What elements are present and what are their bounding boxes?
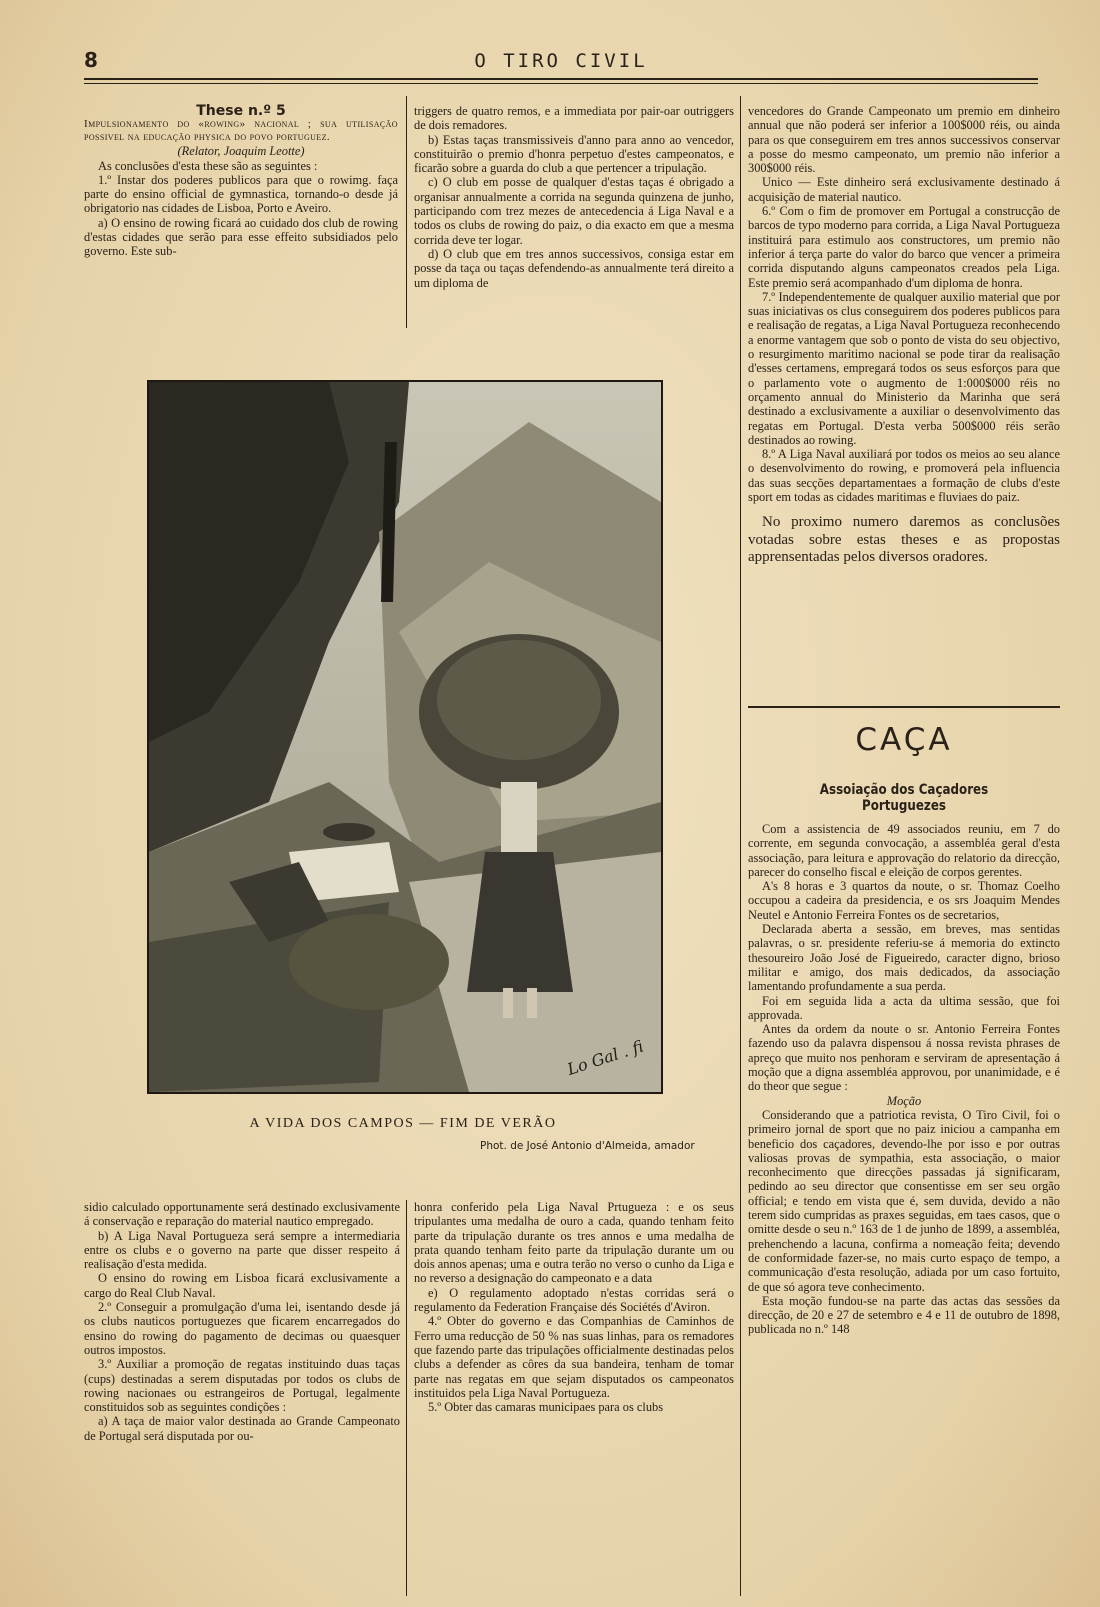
- paragraph: 8.º A Liga Naval auxiliará por todos os meios ao seu alance o desenvolvimento do rowing, e promoverá pela influencia das suas secções departamentaes a formação de clubs d'este sport em todas as cidades maritimas e fluviaes do paiz.: [748, 447, 1060, 505]
- paragraph: 6.º Com o fim de promover em Portugal a construcção de barcos de typo moderno para corrida, a Liga Naval Portugueza instituirá para estimulo aos constructores, um premio não inferior á terça parte do valor do barco que vencer a primeira corrida disputando alguns campeonatos creados pela Liga. Este premio será acompanhado d'um diploma de honra.: [748, 204, 1060, 290]
- paragraph: c) O club em posse de qualquer d'estas taças é obrigado a organisar annualmente a corrida na segunda quinzena de junho, participando com trez mezes de antecedencia á Liga Naval e a todos os clubs de rowing do paiz, o dia exacto em que a mesma corrida deve ter logar.: [414, 175, 734, 247]
- paragraph: 3.º Auxiliar a promoção de regatas instituindo duas taças (cups) destinadas a serem disputadas por todos os clubs de rowing nacionaes ou estrangeiros de Portugal, legalmente constituidos sob as seguintes condições :: [84, 1357, 400, 1415]
- section-heading-caca: CAÇA: [855, 722, 953, 758]
- closing-note: No proximo numero daremos as conclusões votadas sobre estas theses e as propostas apprensentadas pelos diversos oradores.: [748, 514, 1060, 566]
- paragraph: a) A taça de maior valor destinada ao Grande Campeonato de Portugal será disputada por ou-: [84, 1414, 400, 1443]
- column-divider: [406, 96, 407, 328]
- column-2-top: [414, 104, 734, 290]
- paragraph: O ensino do rowing em Lisboa ficará exclusivamente a cargo do Real Club Naval.: [84, 1271, 400, 1300]
- photo-caption: A VIDA DOS CAMPOS — FIM DE VERÃO: [249, 1116, 557, 1131]
- paragraph: Considerando que a patriotica revista, O Tiro Civil, foi o primeiro jornal de sport que no paiz iniciou a campanha em beneficio dos caçadores, devendo-lhe por isso e por outras valiosas provas de sympathia, esta associação, o maior reconhecimento que direcções passadas já significaram, pedindo ao seu director que consentisse em ser seu orgão official; e tendo em vista que é, sem duvida, devido a não terem sido cumpridas as praxes seguidas, em taes casos, que o omitte desde o seu n.º 163 de 1 de junho de 1899, a assembléa, prehenchendo a lacuna, confirma a nomeação feita; devendo de conformidade fazer-se, no mais curto espaço de tempo, a communicação d'esta resolução, adiada por um caso fortuito, de que só agora teve conhecimento.: [748, 1107, 1060, 1294]
- column-divider: [740, 96, 741, 1596]
- paragraph: A's 8 horas e 3 quartos da noute, o sr. Thomaz Coelho occupou a cadeira da presidencia, e os srs Joaquim Mendes Neutel e Antonio Ferreira Fontes os de secretarios,: [748, 879, 1060, 922]
- section-rule: [748, 706, 1060, 708]
- masthead-title: O TIRO CIVIL: [474, 50, 648, 72]
- photo-signature: Lo Gal . fi: [564, 1036, 646, 1079]
- column-divider: [406, 1200, 407, 1596]
- photograph: [147, 380, 663, 1094]
- paragraph: 7.º Independentemente de qualquer auxilio material que por suas iniciativas os clus conseguirem dos poderes publicos para e realisação de regatas, a Liga Naval Portugueza reconhecendo a enorme vantagem que sob o ponto de vista do seu objectivo, o resurgimento maritimo nacional se pode tirar da realisação d'esses certamens, empregará todos os seus esforços para que o parlamento vote o augmento de 1:000$000 réis no orçamento annual do Ministerio da Marinha que será destinado a exclusivamente a auxiliar o desenvolvimento das regatas em Portugal. D'esta verba 500$000 réis serão destinados ao rowing.: [748, 289, 1061, 447]
- paragraph: Com a assistencia de 49 associados reuniu, em 7 do corrente, em segunda convocação, a assembléa geral d'esta associação, para leitura e approvação do relatorio da direcção, parecer do conselho fiscal e eleição de corpos gerentes.: [748, 822, 1060, 879]
- column-1-bottom: [84, 1200, 400, 1443]
- paragraph: d) O club que em tres annos successivos, consiga estar em posse da taça ou taças defendendo-as annualmente terá direito a um diploma de: [414, 246, 734, 290]
- paragraph: a) O ensino de rowing ficará ao cuidado dos club de rowing d'estas cidades que serão para esse effeito subsidiados pelo governo. Este sub-: [84, 215, 398, 259]
- paragraph: 4.º Obter do governo e das Companhias de Caminhos de Ferro uma reducção de 50 % nas suas linhas, para os remadores que fazendo parte das tripulações officialmente destinadas pelos clubs a defender as côres da sua bandeira, tenham de tomar parte nas regatas em que sejam disputados os campeonatos instituidos pela Liga Naval Portugueza.: [414, 1314, 734, 1400]
- photo-credit: Phot. de José Antonio d'Almeida, amador: [480, 1140, 695, 1152]
- paragraph: Foi em seguida lida a acta da ultima sessão, que foi approvada.: [748, 993, 1060, 1022]
- paragraph: As conclusões d'esta these são as seguintes :: [98, 158, 318, 173]
- paragraph: 1.º Instar dos poderes publicos para que o rowimg. faça parte do ensino official de gymnastica, tornando-o desde já obrigatorio nas cidades de Lisboa, Porto e Aveiro.: [84, 172, 398, 216]
- header-rule-thin: [84, 83, 1038, 84]
- paragraph: sidio calculado opportunamente será destinado exclusivamente á conservação e reparação do material nautico empregado.: [84, 1200, 400, 1229]
- thesis-relator: (Relator, Joaquim Leotte): [177, 144, 305, 159]
- paragraph: e) O regulamento adoptado n'estas corridas será o regulamento da Federation Française dés Sociétés d'Aviron.: [414, 1285, 734, 1315]
- paragraph: Unico — Este dinheiro será exclusivamente destinado á acquisição de material nautico.: [748, 175, 1060, 204]
- paragraph: b) A Liga Naval Portugueza será sempre a intermediaria entre os clubs e o governo na parte que disser respeito á realisação d'esta medida.: [84, 1228, 400, 1272]
- page-header: [84, 46, 1038, 76]
- paragraph: 5.º Obter das camaras municipaes para os clubs: [428, 1400, 664, 1415]
- mocao-title: Moção: [886, 1093, 922, 1108]
- paragraph: Esta moção fundou-se na parte das actas das sessões da direcção, de 20 e 27 de setembro e 4 e 11 de outubro de 1898, publicada no n.º 148: [748, 1293, 1060, 1337]
- header-rule: [84, 78, 1038, 80]
- column-3-caca: [748, 822, 1060, 1337]
- photo-illustration: [149, 382, 661, 1092]
- page-number: 8: [84, 48, 98, 72]
- paragraph: vencedores do Grande Campeonato um premio em dinheiro annual que não poderá ser inferior a 100$000 réis, ou ainda para os que conseguirem em tres annos successivos conservar a posse do mesmo campeonato, um premio não inferior a 300$000 réis.: [748, 104, 1060, 176]
- thesis-subtitle: Impulsionamento do «rowing» nacional ; sua utilisação possivel na educação physica do povo portuguez.: [84, 118, 398, 144]
- thesis-title: These n.º 5: [196, 103, 286, 119]
- paragraph: honra conferido pela Liga Naval Prtugueza : e os seus tripulantes uma medalha de ouro a cada, quando tenham feito parte da tripulação durante os tres annos e uma medalha de prata quando tenham feito parte da tripulação durante um ou dois annos apenas; uma e outra terão no verso o cunho da Liga e no reverso a designação do campeonato e a data: [414, 1200, 734, 1286]
- column-3-top: [748, 104, 1060, 567]
- paragraph: Antes da ordem da noute o sr. Antonio Ferreira Fontes fazendo uso da palavra dispensou á nossa revista phrases de apreço que muito nos penhoram e serviram de apresentação á moção que a digna assembléa approvou, por unanimidade, e é do theor que segue :: [748, 1022, 1060, 1094]
- column-2-bottom: [414, 1200, 734, 1414]
- paragraph: b) Estas taças transmissiveis d'anno para anno ao vencedor, constituirão o premio d'honra perpetuo d'estes campeonatos, e ficarão sobre a guarda do club a que pertencer a tripulação.: [414, 132, 734, 176]
- paragraph: Declarada aberta a sessão, em breves, mas sentidas palavras, o sr. presidente referiu-se á memoria do extincto thesoureiro João José de Figueiredo, caracter digno, brioso militar e amigo, dos mais dedicados, da associação lamentando profundamente a sua perda.: [748, 922, 1060, 994]
- paragraph: 2.º Conseguir a promulgação d'uma lei, isentando desde já os clubs nauticos portuguezes que ficarem encarregados do ensino do rowing do pagamento de decimas ou quaesquer outros impostos.: [84, 1300, 400, 1357]
- paragraph: triggers de quatro remos, e a immediata por pair-oar outriggers de dois remadores.: [414, 104, 734, 133]
- column-1-top: [84, 104, 398, 259]
- section-subheading: Assoiação dos Caçadores Portuguezes: [819, 782, 989, 814]
